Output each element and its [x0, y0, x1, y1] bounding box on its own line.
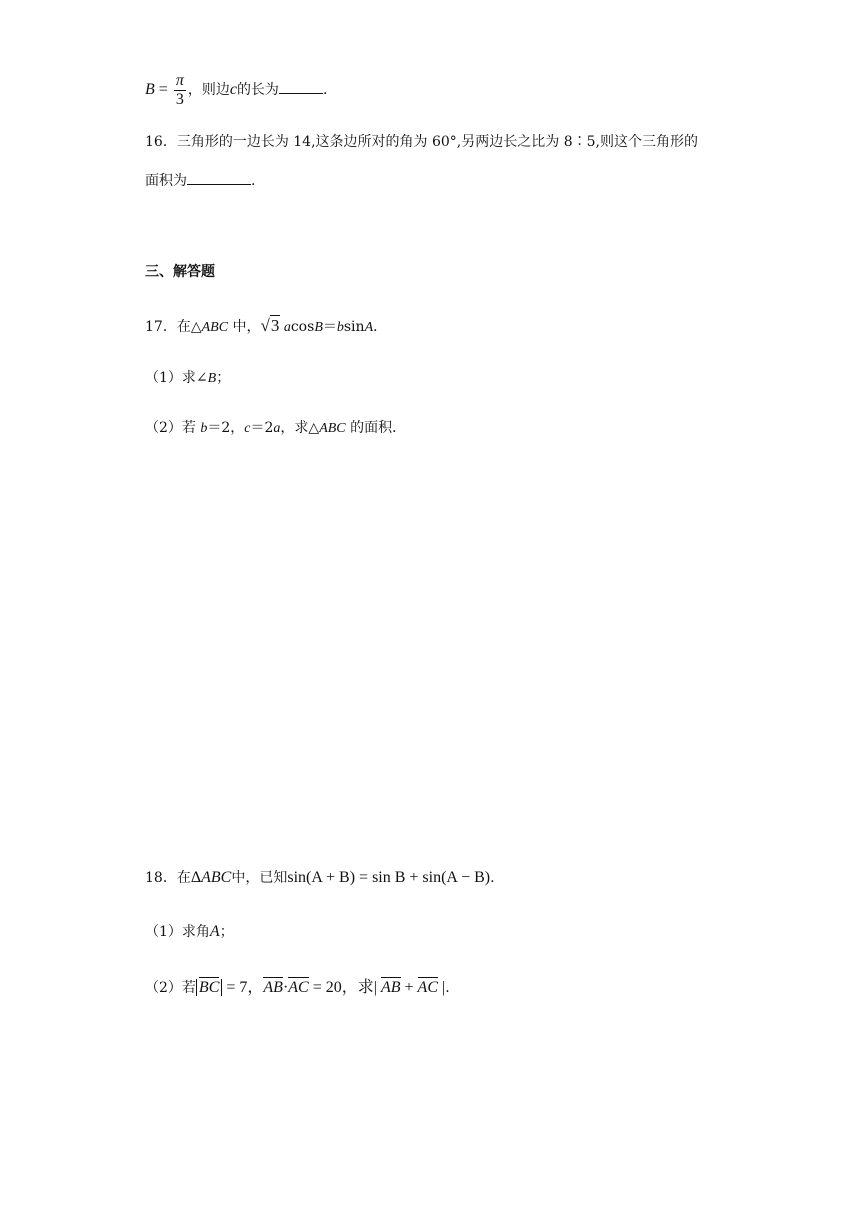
sqrt-3 — [261, 315, 281, 335]
q17-end: ． — [373, 319, 388, 335]
cos: cos — [290, 319, 315, 335]
vector-ab: AB — [263, 979, 283, 996]
q17-part2 — [145, 418, 406, 439]
fraction-pi-over-3 — [174, 72, 186, 109]
section-title: 三、解答题 — [145, 264, 215, 280]
answer-blank — [279, 79, 323, 94]
triangle-abc: ABC — [201, 320, 229, 335]
vector-ac: AC — [417, 979, 438, 996]
var-a-angle: A — [364, 320, 374, 335]
fraction-numerator: π — [175, 71, 184, 89]
vector-ab: AB — [380, 979, 401, 996]
q15-end: . — [322, 82, 328, 98]
part2-eq2: ＝2 — [250, 420, 274, 436]
part2-end: 的面积． — [345, 420, 407, 436]
var-c: c — [244, 421, 251, 436]
fraction-denominator: 3 — [175, 90, 184, 108]
q18-stem — [145, 868, 495, 888]
q18-num: 18．在 — [145, 870, 191, 886]
var-b: B — [145, 81, 155, 98]
q16-line1: 16．三角形的一边长为 14,这条边所对的角为 60°,另两边长之比为 8∶5,则这个三角形的 — [145, 134, 698, 150]
var-b-side: b — [200, 421, 208, 436]
eq-20: = 20，求 — [308, 979, 374, 996]
sqrt-radicand: 3 — [270, 316, 280, 335]
q16-line2 — [145, 170, 255, 191]
equals: = — [154, 81, 172, 98]
q17-num: 17．在△ — [145, 319, 202, 335]
q18-part1 — [145, 922, 234, 942]
delta-symbol: Δ — [190, 869, 202, 886]
q16-end: . — [251, 173, 256, 189]
q17-mid: 中， — [228, 319, 261, 335]
vector-bc: BC — [198, 979, 220, 996]
sqrt-symbol: √ — [260, 316, 270, 335]
part1-end: ； — [219, 924, 234, 940]
part2-end: . — [445, 980, 450, 996]
dot-product: · — [282, 979, 289, 996]
part2-pre: （2）若 — [145, 420, 201, 436]
q18-part2 — [145, 976, 450, 1000]
abs-bar-left: | — [373, 979, 381, 996]
var-a-angle: A — [209, 923, 220, 940]
sin: sin — [343, 319, 365, 335]
var-a: a — [273, 421, 281, 436]
equals: ＝ — [322, 319, 337, 335]
eq-7: = 7， — [222, 979, 264, 996]
q17-stem — [145, 316, 387, 338]
var-b-side: b — [336, 320, 344, 335]
triangle-abc: ABC — [201, 869, 232, 886]
q17-part1 — [145, 368, 230, 389]
part1-text: （1）求角 — [145, 924, 210, 940]
q18-end: . — [490, 870, 495, 886]
var-a: a — [280, 320, 291, 335]
abs-bar-right: | — [438, 979, 446, 996]
var-b-angle: B — [207, 371, 217, 386]
plus: + — [400, 979, 418, 996]
part1-text: （1）求∠ — [145, 370, 208, 386]
q16-prefix: 面积为 — [145, 173, 187, 189]
q15-tail — [145, 70, 327, 110]
part2-mid: ，求△ — [280, 420, 320, 436]
part1-end: ； — [216, 370, 231, 386]
var-b-angle: B — [314, 320, 323, 335]
abs-bc — [196, 979, 222, 996]
part2-eq1: ＝2， — [207, 420, 245, 436]
var-c: c — [229, 81, 237, 98]
q15-text: ，则边 — [187, 82, 230, 98]
q18-mid: 中，已知 — [231, 870, 288, 886]
answer-blank — [187, 170, 251, 185]
vector-ac: AC — [288, 979, 309, 996]
q15-text2: 的长为 — [236, 82, 279, 98]
q18-formula: sin(A + B) = sin B + sin(A − B) — [287, 869, 491, 886]
part2-pre: （2）若 — [145, 980, 196, 996]
triangle-abc: ABC — [319, 421, 346, 436]
